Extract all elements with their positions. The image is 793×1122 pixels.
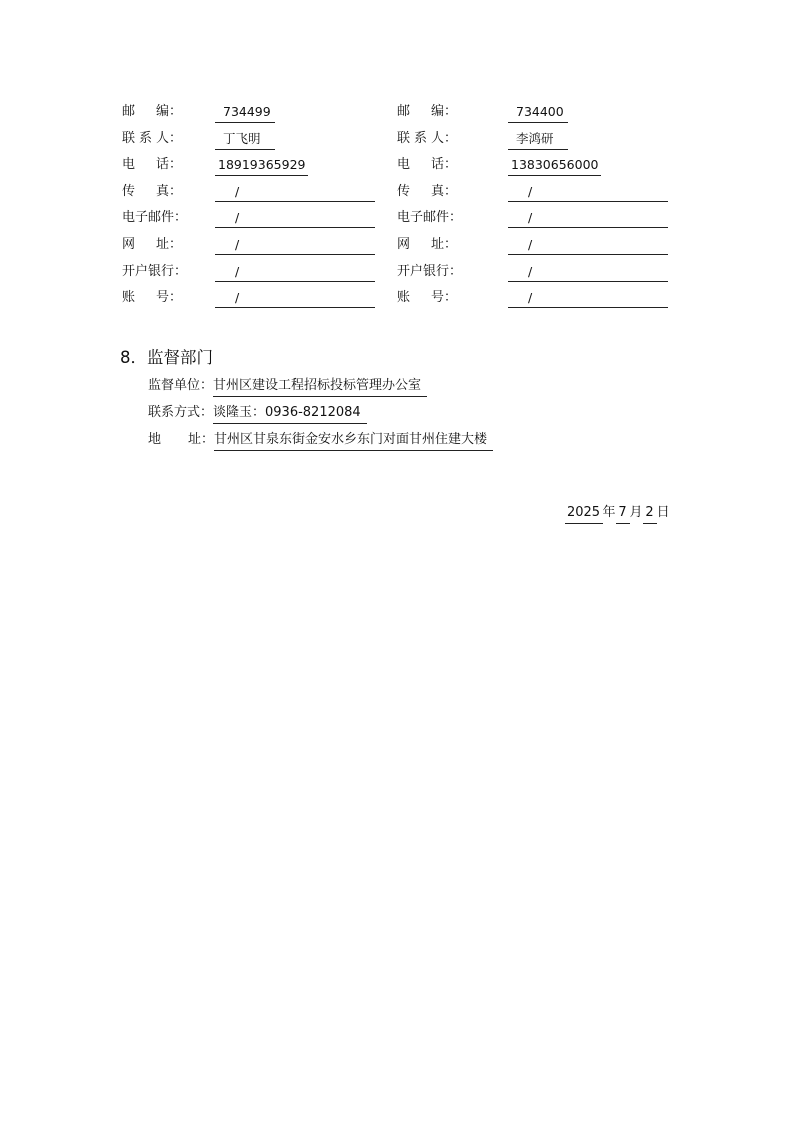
left-postcode-label: 邮 编： [122, 104, 182, 119]
contact-row-person [122, 129, 682, 156]
left-contact-label: 联 系 人： [122, 130, 182, 146]
right-postcode-value: 734400 [508, 102, 568, 123]
left-phone-label: 电 话： [122, 157, 182, 173]
contact-row-fax [122, 182, 682, 209]
left-website-label: 网 址： [122, 236, 182, 252]
left-email-label: 电子邮件： [122, 210, 188, 226]
supervision-contact-row [148, 403, 367, 424]
supervision-unit-value: 甘州区建设工程招标投标管理办公室 [213, 376, 427, 397]
right-account-value: / [508, 288, 668, 308]
left-account-label: 账 号： [122, 290, 182, 306]
left-phone-value: 18919365929 [215, 155, 308, 176]
contact-row-email [122, 208, 682, 235]
date-month: 7 [616, 503, 630, 524]
left-bank-label: 开户银行： [122, 263, 188, 279]
left-contact-value: 丁飞明 [215, 129, 275, 150]
contact-row-phone [122, 155, 682, 182]
right-bank-label: 开户银行： [397, 263, 463, 279]
right-phone-value: 13830656000 [508, 155, 601, 176]
right-website-value: / [508, 235, 668, 255]
document-date [548, 483, 670, 544]
supervision-unit-row [148, 376, 427, 397]
right-contact-label: 联 系 人： [397, 130, 457, 146]
right-phone-label: 电 话： [397, 157, 457, 173]
left-account-value: / [215, 288, 375, 308]
date-day-unit: 日 [656, 505, 670, 520]
right-email-value: / [508, 208, 668, 228]
contact-row-postcode [122, 102, 682, 129]
date-month-unit: 月 [629, 505, 643, 520]
section-title-supervision: 8．监督部门 [120, 348, 213, 367]
supervision-address-row [148, 430, 493, 451]
right-postcode-label: 邮 编： [397, 104, 457, 119]
supervision-unit-label: 监督单位： [148, 378, 214, 393]
date-day: 2 [643, 503, 657, 524]
right-account-label: 账 号： [397, 290, 457, 306]
right-fax-label: 传 真： [397, 183, 457, 199]
right-website-label: 网 址： [397, 236, 457, 252]
left-fax-value: / [215, 182, 375, 202]
left-website-value: / [215, 235, 375, 255]
left-bank-value: / [215, 262, 375, 282]
supervision-address-label: 地 址： [148, 432, 214, 447]
supervision-contact-value: 谈隆玉：0936-8212084 [213, 403, 367, 424]
left-fax-label: 传 真： [122, 183, 182, 199]
right-fax-value: / [508, 182, 668, 202]
right-bank-value: / [508, 262, 668, 282]
supervision-contact-label: 联系方式： [148, 405, 214, 420]
date-year: 2025 [565, 503, 603, 524]
contact-info-table [122, 102, 682, 315]
left-email-value: / [215, 208, 375, 228]
right-contact-value: 李鸿研 [508, 129, 568, 150]
contact-row-website [122, 235, 682, 262]
left-postcode-value: 734499 [215, 102, 275, 123]
date-year-unit: 年 [602, 505, 616, 520]
supervision-address-value: 甘州区甘泉东街金安水乡东门对面甘州住建大楼 [214, 430, 493, 451]
contact-row-account [122, 288, 682, 315]
contact-row-bank [122, 262, 682, 289]
right-email-label: 电子邮件： [397, 210, 463, 226]
